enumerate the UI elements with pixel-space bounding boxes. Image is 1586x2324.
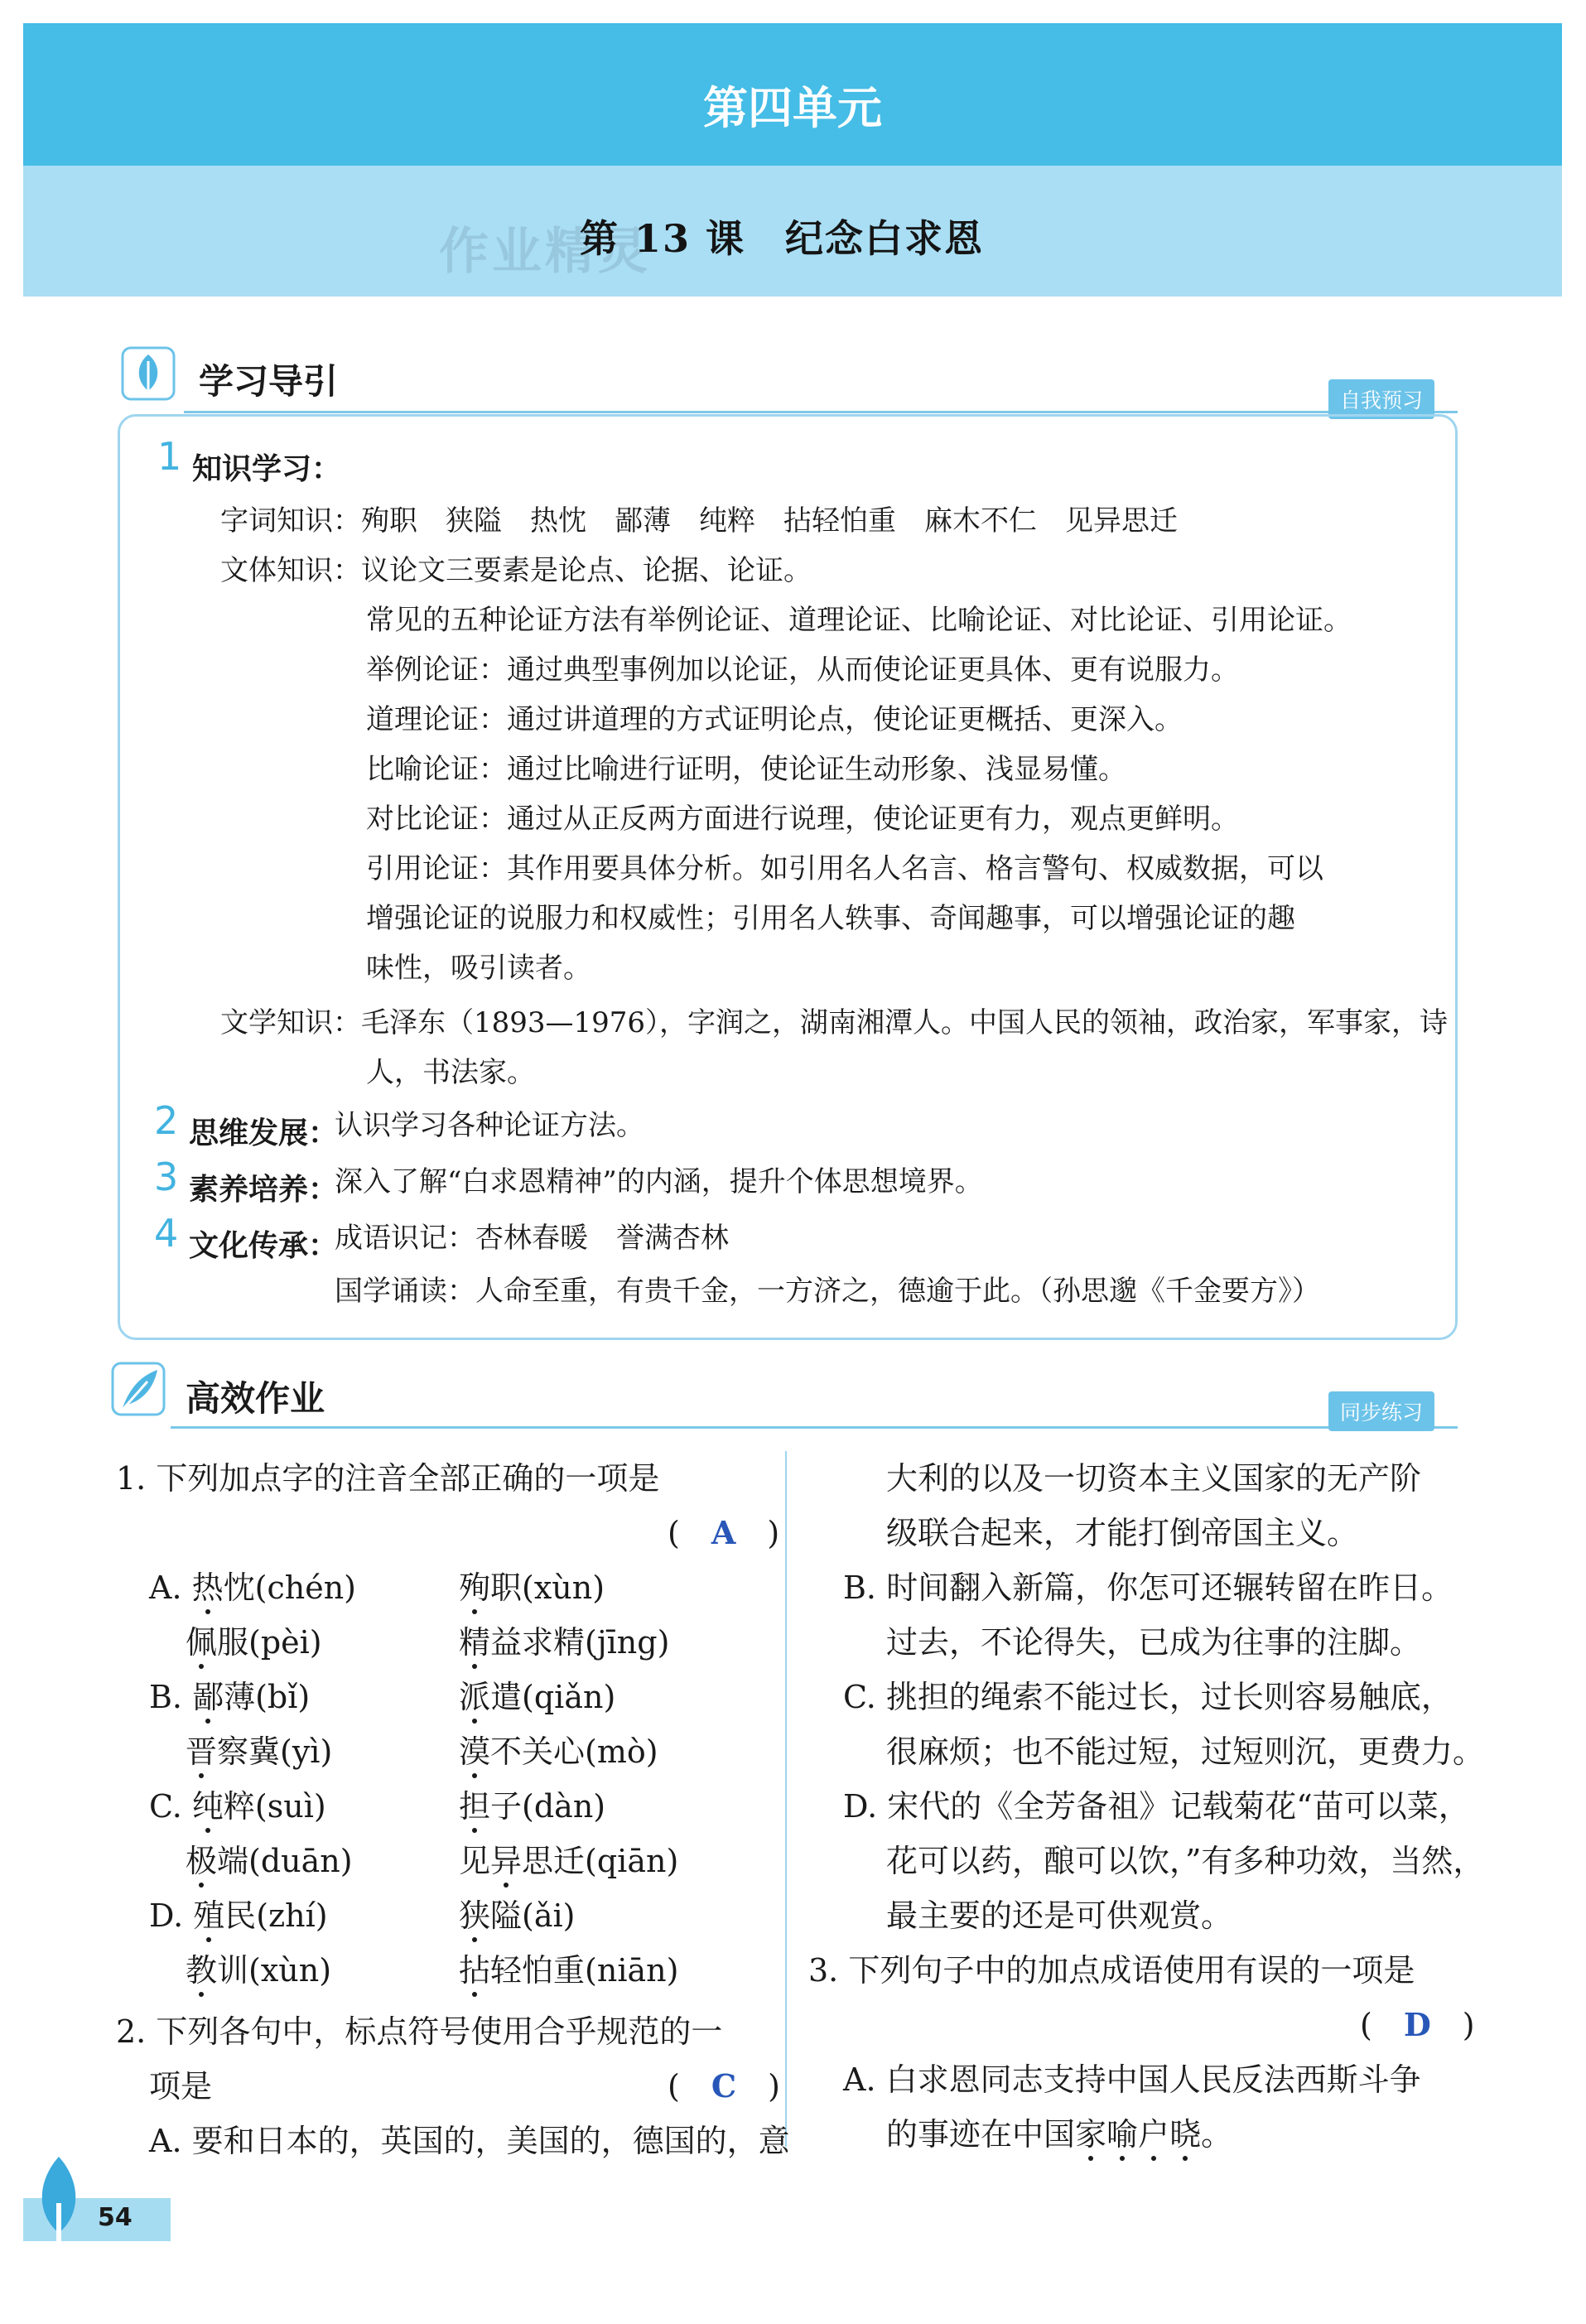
q2-option-d: D. 宋代的《全芳备祖》记载菊花“苗可以菜， <box>843 1788 1470 1825</box>
unit-title: 第四单元 <box>703 82 882 134</box>
homework-divider <box>171 1426 1458 1429</box>
item-number: 4 <box>154 1211 179 1256</box>
genre-knowledge: 文体知识：议论文三要素是论点、论据、论证。 <box>220 554 812 587</box>
idioms-text: 成语识记：杏林春暖 誉满杏林 <box>335 1222 729 1255</box>
dotted-char: 殉 <box>459 1562 490 1608</box>
option-text: 迁(qiān) <box>553 1843 679 1879</box>
answer-letter: C <box>711 2067 737 2105</box>
dotted-char: 拈 <box>459 1945 490 1990</box>
feather-pen-icon <box>111 1362 166 1416</box>
option-text: 察冀(yì) <box>217 1733 333 1770</box>
dotted-char: 殖 <box>193 1890 224 1936</box>
page-number: 54 <box>98 2203 133 2232</box>
genre-line: 对比论证：通过从正反两方面进行说理，使论证更有力，观点更鲜明。 <box>366 803 1239 836</box>
classic-text: 国学诵读：人命至重，有贵千金，一方济之，德逾于此。（孙思邈《千金要方》） <box>335 1275 1320 1308</box>
q1-option-right <box>459 1671 615 1717</box>
option-text: 粹(suì) <box>223 1788 326 1825</box>
q1-option-right <box>459 1617 669 1662</box>
dotted-char: 担 <box>459 1781 490 1826</box>
dotted-char: 纯 <box>192 1781 224 1826</box>
self-preview-tag: 自我预习 <box>1328 379 1434 419</box>
question-2-answer: ( C ) <box>668 2067 780 2105</box>
q1-option-right <box>459 1890 575 1936</box>
dotted-char: 佩 <box>186 1617 217 1662</box>
tree-icon <box>30 2153 88 2246</box>
question-3-answer: ( D ) <box>1360 2006 1475 2043</box>
q2-option-c-cont: 很麻烦；也不能过短，过短则沉，更费力。 <box>886 1733 1485 1770</box>
lesson-title: 第 13 课 纪念白求恩 <box>580 216 985 261</box>
q1-option-left <box>149 1562 356 1608</box>
q1-option-left <box>186 1945 331 1990</box>
thinking-title: 思维发展： <box>189 1116 339 1150</box>
option-text: 隘(ǎi) <box>490 1897 576 1934</box>
dotted-char: 极 <box>186 1835 217 1881</box>
literature-line: 人，书法家。 <box>366 1056 535 1089</box>
question-1-answer: ( A ) <box>668 1514 780 1551</box>
option-text: 端(duān) <box>217 1843 353 1879</box>
q2-option-c: C. 挑担的绳索不能过长，过长则容易触底， <box>843 1679 1453 1715</box>
literacy-text: 深入了解“白求恩精神”的内涵，提升个体思想境界。 <box>335 1165 983 1198</box>
dotted-idiom <box>1075 2116 1201 2153</box>
q1-option-right <box>459 1945 678 1990</box>
q2-option-a-cont: 级联合起来，才能打倒帝国主义。 <box>886 1515 1359 1551</box>
q1-option-right <box>459 1835 678 1881</box>
genre-line: 道理论证：通过讲道理的方式证明论点，使论证更概括、更深入。 <box>366 703 1183 736</box>
dotted-char: 见异思 <box>459 1835 553 1881</box>
column-divider <box>785 1451 787 2147</box>
item-number: 2 <box>154 1098 179 1143</box>
option-text: 轻怕重(niān) <box>490 1952 679 1989</box>
guide-section-title: 学习导引 <box>199 361 339 402</box>
q1-option-left <box>149 1781 326 1826</box>
dotted-char: 晓 <box>1169 2109 1201 2154</box>
q1-option-left <box>186 1835 353 1881</box>
question-2-stem: 2. 下列各句中，标点符号使用合乎规范的一 <box>116 2013 723 2050</box>
option-label: D. <box>149 1897 194 1934</box>
option-text: 职(xùn) <box>490 1569 605 1606</box>
guide-divider <box>184 411 1458 413</box>
option-text: 遣(qiǎn) <box>490 1679 616 1715</box>
q1-option-right <box>459 1562 605 1608</box>
answer-letter: D <box>1403 2006 1431 2043</box>
dotted-char: 喻 <box>1106 2109 1138 2154</box>
option-label: A. <box>149 1569 192 1606</box>
genre-line: 引用论证：其作用要具体分析。如引用名人名言、格言警句、权威数据，可以 <box>366 852 1323 885</box>
answer-letter: A <box>711 1514 736 1551</box>
culture-title: 文化传承： <box>189 1228 339 1263</box>
question-1-stem: 1. 下列加点字的注音全部正确的一项是 <box>116 1460 660 1497</box>
dotted-char: 漠 <box>459 1726 490 1772</box>
dotted-char: 狭 <box>459 1890 490 1936</box>
homework-section-title: 高效作业 <box>186 1378 325 1419</box>
literacy-title: 素养培养： <box>189 1172 339 1207</box>
knowledge-title: 知识学习： <box>192 451 342 486</box>
q3-option-a-cont <box>886 2109 1232 2154</box>
q1-option-left <box>149 1890 328 1936</box>
option-text: 薄(bǐ) <box>224 1679 311 1715</box>
genre-line: 举例论证：通过典型事例加以论证，从而使论证更具体、更有说服力。 <box>366 653 1239 687</box>
q1-option-left <box>186 1726 332 1772</box>
item-number: 1 <box>157 434 182 479</box>
option-label: C. <box>149 1788 192 1825</box>
thinking-text: 认识学习各种论证方法。 <box>335 1109 644 1142</box>
text-segment: 。 <box>1201 2116 1233 2153</box>
q2-option-a: A. 要和日本的，英国的，美国的，德国的，意 <box>149 2123 790 2159</box>
option-text: 服(pèi) <box>217 1624 322 1661</box>
q1-option-right <box>459 1726 658 1772</box>
dotted-char: 教 <box>186 1945 217 1990</box>
genre-line: 味性，吸引读者。 <box>366 952 591 985</box>
q2-option-d-cont: 最主要的还是可供观赏。 <box>886 1897 1233 1934</box>
q2-option-b: B. 时间翻入新篇，你怎可还辗转留在昨日。 <box>843 1569 1453 1606</box>
q1-option-right <box>459 1781 605 1826</box>
option-text: 民(zhí) <box>224 1897 328 1934</box>
literature-knowledge: 文学知识：毛泽东（1893—1976），字润之，湖南湘潭人。中国人民的领袖，政治家，军事家，诗 <box>220 1006 1449 1039</box>
q2-option-b-cont: 过去，不论得失，已成为往事的注脚。 <box>886 1624 1422 1661</box>
dotted-char: 热 <box>192 1562 224 1608</box>
q2-option-d-cont: 花可以药，酿可以饮，”有多种功效，当然， <box>886 1843 1485 1879</box>
leaf-icon <box>121 346 176 401</box>
genre-line: 增强论证的说服力和权威性；引用名人轶事、奇闻趣事，可以增强论证的趣 <box>366 902 1295 935</box>
vocab-knowledge: 字词知识：殉职 狭隘 热忱 鄙薄 纯粹 拈轻怕重 麻木不仁 见异思迁 <box>220 504 1178 538</box>
q2-option-a-cont: 大利的以及一切资本主义国家的无产阶 <box>886 1460 1422 1497</box>
option-text: 不关心(mò) <box>490 1733 658 1770</box>
sync-practice-tag: 同步练习 <box>1328 1391 1434 1431</box>
option-text: 子(dàn) <box>490 1788 606 1825</box>
question-3-stem: 3. 下列句子中的加点成语使用有误的一项是 <box>808 1952 1415 1989</box>
genre-line: 常见的五种论证方法有举例论证、道理论证、比喻论证、对比论证、引用论证。 <box>366 604 1352 637</box>
genre-line: 比喻论证：通过比喻进行证明，使论证生动形象、浅显易懂。 <box>366 753 1126 786</box>
text-segment: 的事迹在中国 <box>886 2116 1076 2153</box>
dotted-char: 家 <box>1075 2109 1106 2154</box>
option-text: 忱(chén) <box>223 1569 356 1606</box>
option-text: 训(xùn) <box>217 1952 332 1989</box>
dotted-char: 鄙 <box>192 1671 224 1717</box>
dotted-char: 晋 <box>186 1726 217 1772</box>
dotted-char: 户 <box>1138 2109 1169 2154</box>
question-2-stem-cont: 项是 <box>149 2068 213 2105</box>
q3-option-a: A. 白求恩同志支持中国人民反法西斯斗争 <box>843 2061 1421 2098</box>
dotted-char: 派 <box>459 1671 490 1717</box>
option-text: 益求精(jīng) <box>490 1624 670 1661</box>
option-label: B. <box>149 1679 193 1715</box>
dotted-char: 精 <box>459 1617 490 1662</box>
watermark: 作业精灵 <box>439 223 651 281</box>
item-number: 3 <box>154 1155 179 1199</box>
q1-option-left <box>186 1617 322 1662</box>
q1-option-left <box>149 1671 310 1717</box>
